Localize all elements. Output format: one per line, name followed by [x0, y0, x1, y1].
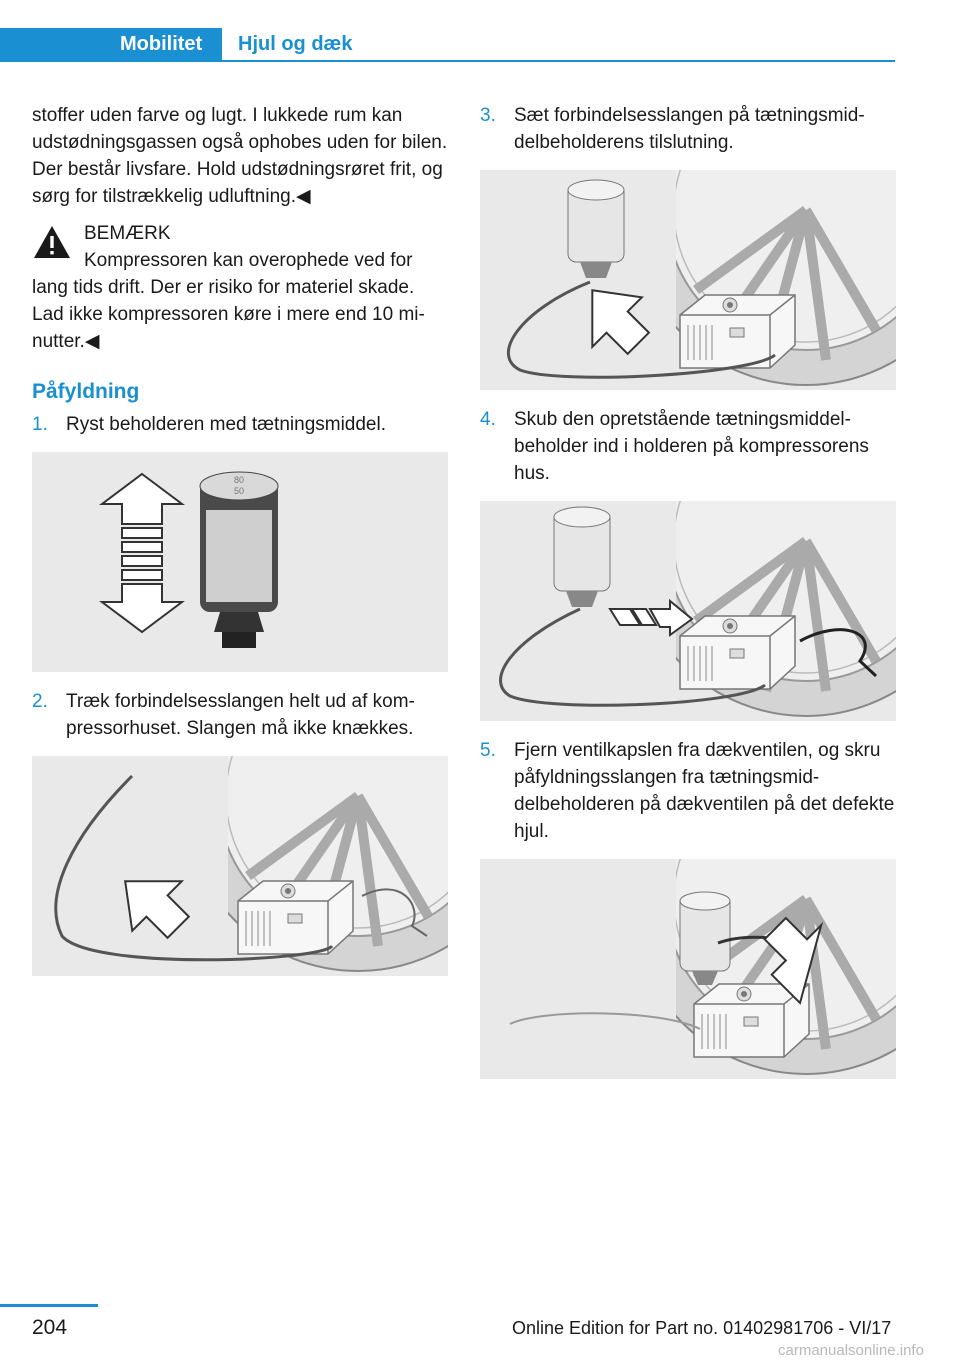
warning-title: BEMÆRK: [84, 223, 171, 244]
warning-icon: [32, 224, 72, 260]
figure-pull-hose: [32, 756, 448, 976]
watermark: carmanualsonline.info: [778, 1342, 924, 1359]
header-tabs: [0, 28, 895, 62]
step-1: [32, 411, 448, 438]
sealant-bottle-inverted: [568, 180, 624, 278]
warning-body: Kompressoren kan overophede ved for lang tids drift. Der er risiko for materiel skade. Lad ikke kompressoren køre i mere end 10 minutter.◀: [32, 250, 425, 352]
arrow-icon: [104, 853, 203, 952]
sealant-bottle-inverted: [680, 892, 730, 985]
warning-box: [32, 220, 448, 355]
bottle-label-top: 80: [233, 475, 245, 485]
step-text: Skub den opretstående tætningsmiddelbeholder ind i holderen på kompressorens hus.: [514, 409, 869, 484]
intro-paragraph: stoffer uden farve og lugt. I lukkede rum kan udstødningsgassen også ophobes uden for bilen. Der består livsfare. Hold udstødningsrøret frit, og sørg for tilstrækkelig udluftning.◀: [32, 105, 448, 207]
figure-shake-bottle: [32, 452, 448, 672]
step-number: 3.: [480, 105, 496, 126]
footer-rule: [0, 1304, 98, 1307]
edition-text: Online Edition for Part no. 01402981706 - VI/17: [512, 1318, 892, 1338]
section-heading: Påfyldning: [32, 380, 140, 403]
step-text: Sæt forbindelsesslangen på tætningsmiddelbeholderens tilslutning.: [514, 105, 865, 153]
header-rule: [0, 60, 895, 62]
page-number: 204: [32, 1316, 68, 1339]
sealant-bottle: [200, 472, 278, 648]
step-number: 2.: [32, 691, 48, 712]
step-text: Fjern ventilkapslen fra dækventilen, og skru påfyldningsslangen fra tætningsmiddelbeholderen på dækventilen på det defekte hjul.: [514, 740, 895, 842]
right-column: [480, 102, 896, 1095]
step-number: 1.: [32, 414, 48, 435]
step-5: [480, 737, 896, 845]
step-text: Træk forbindelsesslangen helt ud af kompressorhuset. Slangen må ikke knækkes.: [66, 691, 415, 739]
step-text: Ryst beholderen med tætningsmiddel.: [66, 414, 387, 435]
arrow-icon: [564, 269, 663, 368]
step-4: [480, 406, 896, 487]
step-number: 4.: [480, 409, 496, 430]
step-3: [480, 102, 896, 156]
tab-mobilitet[interactable]: Mobilitet: [0, 28, 222, 62]
up-down-arrow: [102, 474, 182, 632]
bottle-label-bottom: 50: [233, 486, 245, 496]
sealant-bottle-inverted: [554, 507, 610, 607]
figure-insert-bottle: [480, 501, 896, 721]
figure-attach-hose: [480, 170, 896, 390]
step-number: 5.: [480, 740, 496, 761]
step-2: [32, 688, 448, 742]
figure-connect-valve: [480, 859, 896, 1079]
left-column: [32, 102, 448, 992]
tab-hjul-og-daek[interactable]: Hjul og dæk: [238, 33, 353, 55]
